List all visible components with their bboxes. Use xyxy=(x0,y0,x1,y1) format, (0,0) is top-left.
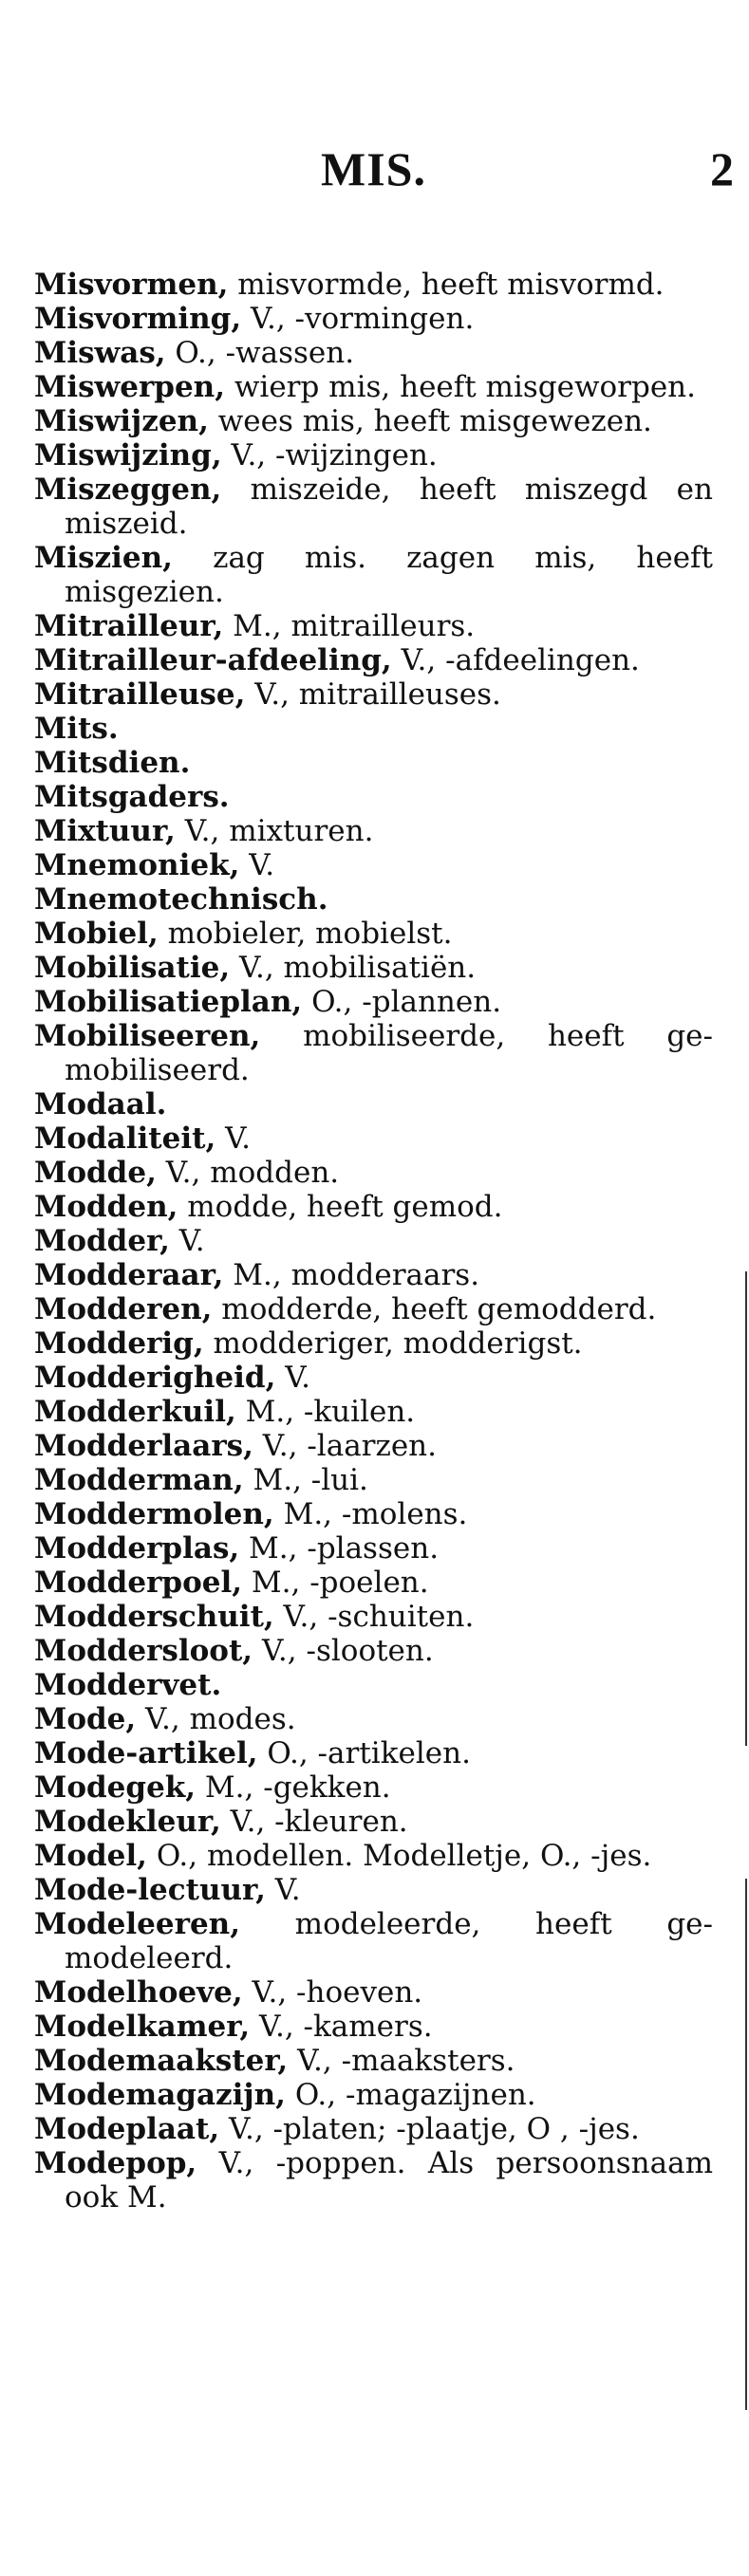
entry-definition: wierp mis, heeft misgeworpen. xyxy=(225,370,696,404)
entry-definition: M., -lui. xyxy=(243,1463,368,1497)
entry-headword: Modekleur, xyxy=(34,1805,221,1839)
entry-definition: modeleerde, heeft gemodeleerd. xyxy=(65,1907,713,1975)
entry-definition: V., modes. xyxy=(136,1702,296,1736)
entry-headword: Mobilisatie, xyxy=(34,951,231,985)
entry-headword: Modder, xyxy=(34,1224,170,1258)
entry-definition: V. xyxy=(215,1121,251,1156)
entry-definition: modderde, heeft gemodderd. xyxy=(212,1292,657,1326)
entry-definition: miszeide, heeft miszegd en miszeid. xyxy=(65,473,713,541)
dictionary-entry xyxy=(34,1463,713,1497)
entry-headword: Miszeggen, xyxy=(34,473,222,507)
entry-headword: Modelhoeve, xyxy=(34,1975,243,2010)
dictionary-entry xyxy=(34,848,713,882)
entry-headword: Modelkamer, xyxy=(34,2010,251,2044)
entry-definition: V., -platen; -plaatje, O , -jes. xyxy=(219,2112,640,2146)
entry-headword: Mode-artikel, xyxy=(34,1736,258,1770)
dictionary-entry xyxy=(34,917,713,951)
entry-definition: M., -molens. xyxy=(273,1497,468,1531)
entry-headword: Modderman, xyxy=(34,1463,244,1497)
page-header xyxy=(0,140,749,197)
entry-headword: Misvorming, xyxy=(34,302,242,336)
entry-definition: V., mobilisatiën. xyxy=(230,951,477,985)
entry-definition: M., -kuilen. xyxy=(235,1395,416,1429)
entry-list xyxy=(34,268,713,2215)
dictionary-entry xyxy=(34,1497,713,1531)
entry-headword: Modeplaat, xyxy=(34,2112,220,2146)
dictionary-entry xyxy=(34,2146,713,2215)
entry-definition: modde, heeft gemod. xyxy=(178,1190,503,1224)
dictionary-entry xyxy=(34,1531,713,1566)
entry-headword: Misvormen, xyxy=(34,268,229,302)
entry-headword: Moddersloot, xyxy=(34,1634,253,1668)
entry-definition: V., mixturen. xyxy=(175,814,374,848)
entry-headword: Miswijzing, xyxy=(34,438,222,473)
entry-definition: O., -artikelen. xyxy=(257,1736,471,1770)
dictionary-entry xyxy=(34,473,713,541)
entry-headword: Mnemoniek, xyxy=(34,848,240,882)
dictionary-entry xyxy=(34,1395,713,1429)
entry-headword: Modderpoel, xyxy=(34,1566,243,1600)
entry-headword: Modemaakster, xyxy=(34,2044,289,2078)
entry-definition: V., -hoeven. xyxy=(242,1975,423,2010)
entry-headword: Modaal. xyxy=(34,1087,167,1121)
dictionary-entry xyxy=(34,643,713,677)
dictionary-entry xyxy=(34,2112,713,2146)
entry-definition: wees mis, heeft misgewezen. xyxy=(208,404,652,438)
entry-definition: misvormde, heeft misvormd. xyxy=(228,268,665,302)
entry-headword: Modemagazijn, xyxy=(34,2078,286,2112)
entry-definition: V., -laarzen. xyxy=(253,1429,437,1463)
dictionary-entry xyxy=(34,882,713,917)
margin-rule xyxy=(745,1879,747,2410)
dictionary-entry xyxy=(34,1805,713,1839)
dictionary-entry xyxy=(34,1907,713,1975)
entry-headword: Modde, xyxy=(34,1156,157,1190)
entry-headword: Modderig, xyxy=(34,1326,204,1361)
entry-definition: V., modden. xyxy=(156,1156,340,1190)
entry-headword: Modderigheid, xyxy=(34,1361,276,1395)
entry-headword: Mitrailleur-afdeeling, xyxy=(34,643,392,677)
dictionary-entry xyxy=(34,302,713,336)
entry-headword: Mitrailleuse, xyxy=(34,677,246,712)
page-number: 2 xyxy=(710,142,734,195)
entry-definition: V., mitrailleuses. xyxy=(245,677,501,712)
dictionary-entry xyxy=(34,1429,713,1463)
dictionary-entry xyxy=(34,2078,713,2112)
dictionary-entry xyxy=(34,1361,713,1395)
margin-rule xyxy=(745,1271,747,1746)
entry-definition: M., -plassen. xyxy=(239,1531,440,1566)
dictionary-entry xyxy=(34,1634,713,1668)
dictionary-entry xyxy=(34,541,713,609)
entry-headword: Mobiel, xyxy=(34,917,159,951)
entry-headword: Miszien, xyxy=(34,541,173,575)
entry-headword: Moddermolen, xyxy=(34,1497,274,1531)
dictionary-entry xyxy=(34,814,713,848)
dictionary-entry xyxy=(34,985,713,1019)
dictionary-entry xyxy=(34,1224,713,1258)
dictionary-entry xyxy=(34,677,713,712)
entry-definition: M., -gekken. xyxy=(196,1770,391,1805)
entry-definition: V., -kleuren. xyxy=(220,1805,408,1839)
entry-definition: mobiliseerde, heeft gemobiliseerd. xyxy=(65,1019,713,1087)
dictionary-entry xyxy=(34,1292,713,1326)
entry-headword: Miswijzen, xyxy=(34,404,209,438)
dictionary-entry xyxy=(34,1156,713,1190)
dictionary-entry xyxy=(34,438,713,473)
entry-definition: modderiger, modderigst. xyxy=(203,1326,583,1361)
entry-headword: Mobiliseeren, xyxy=(34,1019,261,1053)
entry-headword: Modderlaars, xyxy=(34,1429,253,1463)
dictionary-entry xyxy=(34,1873,713,1907)
entry-headword: Mitsdien. xyxy=(34,746,191,780)
dictionary-entry xyxy=(34,1668,713,1702)
dictionary-entry xyxy=(34,1600,713,1634)
running-head: MIS. xyxy=(321,142,426,195)
dictionary-entry xyxy=(34,1190,713,1224)
entry-headword: Miswerpen, xyxy=(34,370,226,404)
dictionary-entry xyxy=(34,780,713,814)
entry-definition: O., -plannen. xyxy=(302,985,502,1019)
entry-definition: V. xyxy=(239,848,275,882)
entry-headword: Modderkuil, xyxy=(34,1395,236,1429)
entry-definition: V. xyxy=(169,1224,205,1258)
dictionary-entry xyxy=(34,1121,713,1156)
dictionary-entry xyxy=(34,1566,713,1600)
entry-definition: O., -wassen. xyxy=(165,336,355,370)
entry-definition: V., -poppen. Als persoonsnaam ook M. xyxy=(65,2146,713,2215)
entry-definition: M., modderaars. xyxy=(223,1258,480,1292)
entry-definition: O., modellen. Modelletje, O., -jes. xyxy=(146,1839,652,1873)
entry-headword: Mits. xyxy=(34,712,119,746)
dictionary-entry xyxy=(34,746,713,780)
dictionary-entry xyxy=(34,712,713,746)
entry-headword: Modderplas, xyxy=(34,1531,240,1566)
entry-headword: Model, xyxy=(34,1839,147,1873)
dictionary-entry xyxy=(34,1770,713,1805)
entry-headword: Mitsgaders. xyxy=(34,780,230,814)
dictionary-entry xyxy=(34,1087,713,1121)
entry-headword: Modden, xyxy=(34,1190,178,1224)
entry-definition: V., -schuiten. xyxy=(273,1600,475,1634)
dictionary-entry xyxy=(34,2044,713,2078)
entry-headword: Mnemotechnisch. xyxy=(34,882,328,917)
entry-headword: Mixtuur, xyxy=(34,814,176,848)
dictionary-entry xyxy=(34,951,713,985)
entry-headword: Mobilisatieplan, xyxy=(34,985,303,1019)
dictionary-entry xyxy=(34,2010,713,2044)
entry-definition: V., -afdeelingen. xyxy=(391,643,640,677)
entry-definition: zag mis. zagen mis, heeft misgezien. xyxy=(65,541,713,609)
dictionary-entry xyxy=(34,1019,713,1087)
entry-definition: O., -magazijnen. xyxy=(285,2078,536,2112)
entry-headword: Mode-lectuur, xyxy=(34,1873,266,1907)
entry-headword: Modepop, xyxy=(34,2146,197,2180)
entry-definition: mobieler, mobielst. xyxy=(158,917,453,951)
entry-headword: Modderaar, xyxy=(34,1258,224,1292)
dictionary-entry xyxy=(34,1702,713,1736)
dictionary-entry xyxy=(34,370,713,404)
dictionary-entry xyxy=(34,1839,713,1873)
entry-definition: V., -maaksters. xyxy=(288,2044,515,2078)
entry-headword: Modderschuit, xyxy=(34,1600,274,1634)
dictionary-entry xyxy=(34,1736,713,1770)
entry-headword: Modegek, xyxy=(34,1770,197,1805)
entry-definition: V., -slooten. xyxy=(253,1634,434,1668)
entry-definition: V. xyxy=(275,1361,311,1395)
entry-headword: Modaliteit, xyxy=(34,1121,216,1156)
dictionary-entry xyxy=(34,336,713,370)
entry-definition: V., -wijzingen. xyxy=(221,438,438,473)
dictionary-entry xyxy=(34,1326,713,1361)
entry-headword: Mode, xyxy=(34,1702,137,1736)
entry-definition: V., -vormingen. xyxy=(241,302,475,336)
entry-headword: Modeleeren, xyxy=(34,1907,240,1941)
entry-headword: Moddervet. xyxy=(34,1668,222,1702)
dictionary-entry xyxy=(34,268,713,302)
dictionary-entry xyxy=(34,404,713,438)
dictionary-entry xyxy=(34,609,713,643)
entry-headword: Miswas, xyxy=(34,336,166,370)
entry-headword: Mitrailleur, xyxy=(34,609,224,643)
entry-definition: V., -kamers. xyxy=(250,2010,433,2044)
entry-definition: M., -poelen. xyxy=(242,1566,429,1600)
entry-definition: V. xyxy=(265,1873,301,1907)
dictionary-entry xyxy=(34,1975,713,2010)
entry-headword: Modderen, xyxy=(34,1292,213,1326)
dictionary-entry xyxy=(34,1258,713,1292)
entry-definition: M., mitrailleurs. xyxy=(223,609,476,643)
